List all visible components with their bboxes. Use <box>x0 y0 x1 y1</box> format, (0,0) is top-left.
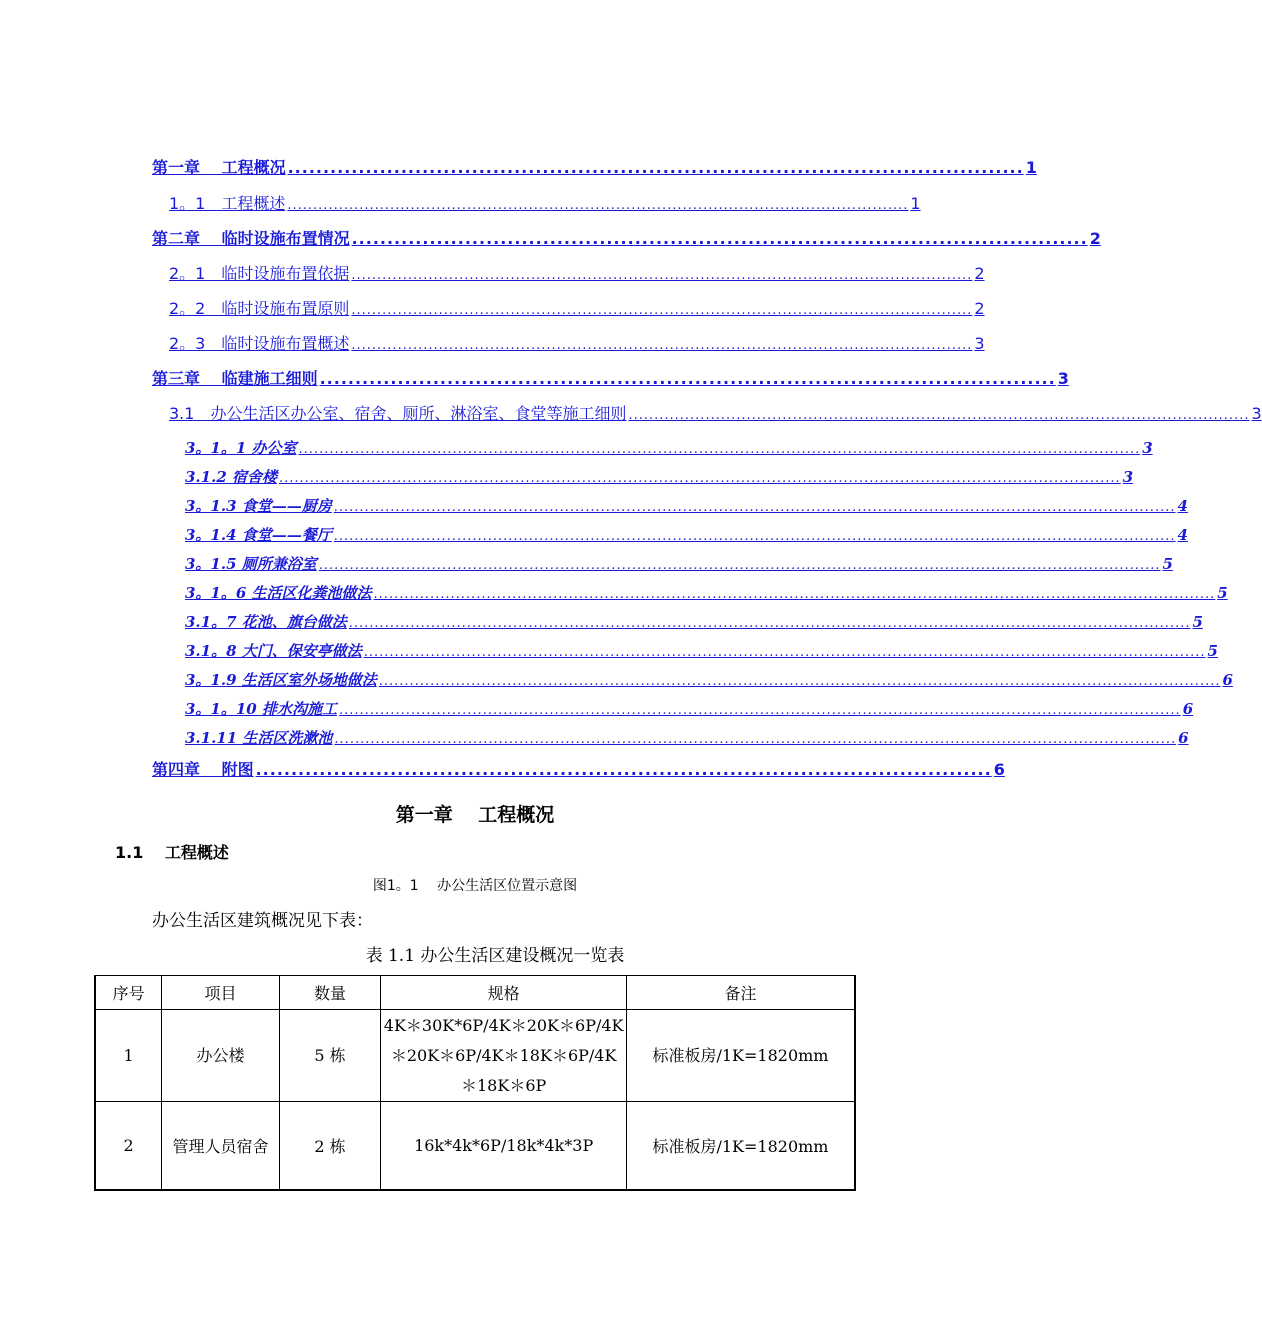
cell-note: 标准板房/1K=1820mm <box>626 1102 855 1191</box>
toc-entry-page: 5 <box>1192 613 1203 631</box>
toc-entry-label: 3。1.9 生活区室外场地做法 <box>185 671 377 689</box>
toc-entry-chapter-3[interactable] <box>152 366 1069 389</box>
spec-line: ＊18K＊6P <box>461 1075 547 1095</box>
toc-entry-chapter-4[interactable] <box>152 757 1005 780</box>
toc-entry-sub-3-1-6[interactable] <box>185 582 1228 603</box>
toc-entry-page: 2 <box>974 264 985 283</box>
toc-entry-label: 1。1 工程概述 <box>169 194 286 213</box>
toc-entry-label: 3.1.2 宿舍楼 <box>185 468 277 486</box>
table-row <box>95 1102 855 1191</box>
table-header-row <box>95 976 855 1010</box>
header-note: 备注 <box>626 976 855 1010</box>
toc-leader: ......................................................................................................................... <box>351 338 973 353</box>
toc-entry-page: 2 <box>1089 229 1101 248</box>
toc-entry-label: 3.1.11 生活区洗漱池 <box>185 729 333 747</box>
toc-entry-page: 6 <box>993 760 1005 779</box>
toc-entry-section-2-1[interactable] <box>169 261 985 284</box>
toc-entry-section-1-1[interactable] <box>169 191 921 214</box>
toc-entry-label: 3。1。6 生活区化粪池做法 <box>185 584 372 602</box>
toc-entry-page: 5 <box>1217 584 1228 602</box>
figure-caption: 图1。1 办公生活区位置示意图 <box>372 878 578 894</box>
cell-qty: 2 栋 <box>279 1102 381 1191</box>
section-heading: 1.1 工程概述 <box>115 843 229 862</box>
toc-leader: .................................................................................................................................................................... <box>363 645 1206 660</box>
toc-entry-page: 1 <box>910 194 921 213</box>
toc-leader: .................................................................................................................................................................... <box>338 703 1181 718</box>
chapter-title: 第一章 工程概况 <box>395 804 555 826</box>
toc-entry-label: 第三章 临建施工细则 <box>152 369 318 388</box>
toc-entry-page: 6 <box>1178 729 1189 747</box>
cell-no: 1 <box>95 1010 162 1102</box>
toc-leader: ........................................................................................................ <box>287 158 1024 177</box>
toc-leader: .................................................................................................................................................................... <box>378 674 1221 689</box>
toc-entry-label: 2。1 临时设施布置依据 <box>169 264 350 283</box>
cell-qty: 5 栋 <box>279 1010 381 1102</box>
toc-entry-label: 3.1。7 花池、旗台做法 <box>185 613 347 631</box>
toc-entry-section-2-2[interactable] <box>169 296 985 319</box>
overview-table <box>94 975 856 1191</box>
toc-entry-label: 第二章 临时设施布置情况 <box>152 229 350 248</box>
header-item: 项目 <box>162 976 279 1010</box>
toc-entry-sub-3-1-2[interactable] <box>185 466 1134 487</box>
table-caption: 表 1.1 办公生活区建设概况一览表 <box>365 946 625 966</box>
toc-entry-sub-3-1-11[interactable] <box>185 727 1189 748</box>
toc-entry-label: 3。1。10 排水沟施工 <box>185 700 337 718</box>
header-no: 序号 <box>95 976 162 1010</box>
toc-leader: .................................................................................................................................................................... <box>298 442 1141 457</box>
toc-leader: ........................................................................................................ <box>351 229 1088 248</box>
toc-entry-sub-3-1-8[interactable] <box>185 640 1218 661</box>
toc-leader: .................................................................................................................................................................... <box>333 500 1176 515</box>
cell-spec <box>381 1102 627 1191</box>
toc-entry-page: 6 <box>1182 700 1194 718</box>
toc-entry-label: 2。2 临时设施布置原则 <box>169 299 350 318</box>
toc-entry-sub-3-1-5[interactable] <box>185 553 1173 574</box>
header-spec: 规格 <box>381 976 627 1010</box>
cell-note: 标准板房/1K=1820mm <box>626 1010 855 1102</box>
toc-leader: .................................................................................................................................................................... <box>318 558 1161 573</box>
toc-leader: ......................................................................................................................... <box>628 408 1250 423</box>
cell-spec <box>381 1010 627 1102</box>
spec-line: 4K＊30K*6P/4K＊20K＊6P/4K <box>383 1015 624 1035</box>
cell-no: 2 <box>95 1102 162 1191</box>
toc-entry-section-3-1[interactable] <box>169 401 1262 424</box>
toc-entry-label: 3。1。1 办公室 <box>185 439 297 457</box>
toc-entry-label: 3。1.5 厕所兼浴室 <box>185 555 317 573</box>
toc-entry-sub-3-1-3[interactable] <box>185 495 1188 516</box>
toc-entry-label: 2。3 临时设施布置概述 <box>169 334 350 353</box>
table-row <box>95 1010 855 1102</box>
toc-entry-label: 3。1.4 食堂——餐厅 <box>185 526 332 544</box>
toc-entry-label: 第一章 工程概况 <box>152 158 286 177</box>
toc-entry-sub-3-1-10[interactable] <box>185 698 1194 719</box>
cell-item: 管理人员宿舍 <box>162 1102 279 1191</box>
toc-entry-label: 3.1 办公生活区办公室、宿舍、厕所、淋浴室、食堂等施工细则 <box>169 404 627 423</box>
toc-entry-page: 6 <box>1222 671 1233 689</box>
toc-entry-label: 第四章 附图 <box>152 760 254 779</box>
toc-entry-page: 3 <box>1142 439 1153 457</box>
toc-entry-sub-3-1-9[interactable] <box>185 669 1233 690</box>
toc-leader: .................................................................................................................................................................... <box>373 587 1216 602</box>
toc-leader: ......................................................................................................................... <box>287 198 909 213</box>
toc-leader: .................................................................................................................................................................... <box>333 529 1176 544</box>
toc-entry-sub-3-1-7[interactable] <box>185 611 1203 632</box>
toc-entry-page: 3 <box>1057 369 1069 388</box>
toc-entry-page: 3 <box>1251 404 1262 423</box>
toc-leader: ........................................................................................................ <box>255 760 992 779</box>
toc-entry-page: 5 <box>1207 642 1218 660</box>
toc-entry-page: 1 <box>1025 158 1037 177</box>
toc-leader: ........................................................................................................ <box>319 369 1056 388</box>
toc-entry-page: 4 <box>1177 497 1188 515</box>
cell-item: 办公楼 <box>162 1010 279 1102</box>
toc-entry-section-2-3[interactable] <box>169 331 985 354</box>
spec-line: ＊20K＊6P/4K＊18K＊6P/4K <box>390 1045 617 1065</box>
toc-entry-page: 3 <box>1122 468 1134 486</box>
toc-entry-page: 5 <box>1162 555 1173 573</box>
spec-line: 16k*4k*6P/18k*4k*3P <box>414 1136 594 1155</box>
toc-entry-chapter-1[interactable] <box>152 155 1037 178</box>
toc-leader: .................................................................................................................................................................... <box>278 471 1121 486</box>
toc-leader: .................................................................................................................................................................... <box>334 732 1177 747</box>
header-qty: 数量 <box>279 976 381 1010</box>
toc-entry-page: 3 <box>974 334 985 353</box>
toc-entry-chapter-2[interactable] <box>152 226 1101 249</box>
toc-leader: .................................................................................................................................................................... <box>348 616 1191 631</box>
toc-leader: ......................................................................................................................... <box>351 303 973 318</box>
toc-entry-page: 2 <box>974 299 985 318</box>
toc-entry-page: 4 <box>1177 526 1188 544</box>
toc-leader: ......................................................................................................................... <box>351 268 973 283</box>
toc-entry-label: 3.1。8 大门、保安亭做法 <box>185 642 362 660</box>
intro-paragraph: 办公生活区建筑概况见下表： <box>152 911 373 931</box>
toc-entry-sub-3-1-1[interactable] <box>185 437 1153 458</box>
toc-entry-label: 3。1.3 食堂——厨房 <box>185 497 332 515</box>
toc-entry-sub-3-1-4[interactable] <box>185 524 1188 545</box>
